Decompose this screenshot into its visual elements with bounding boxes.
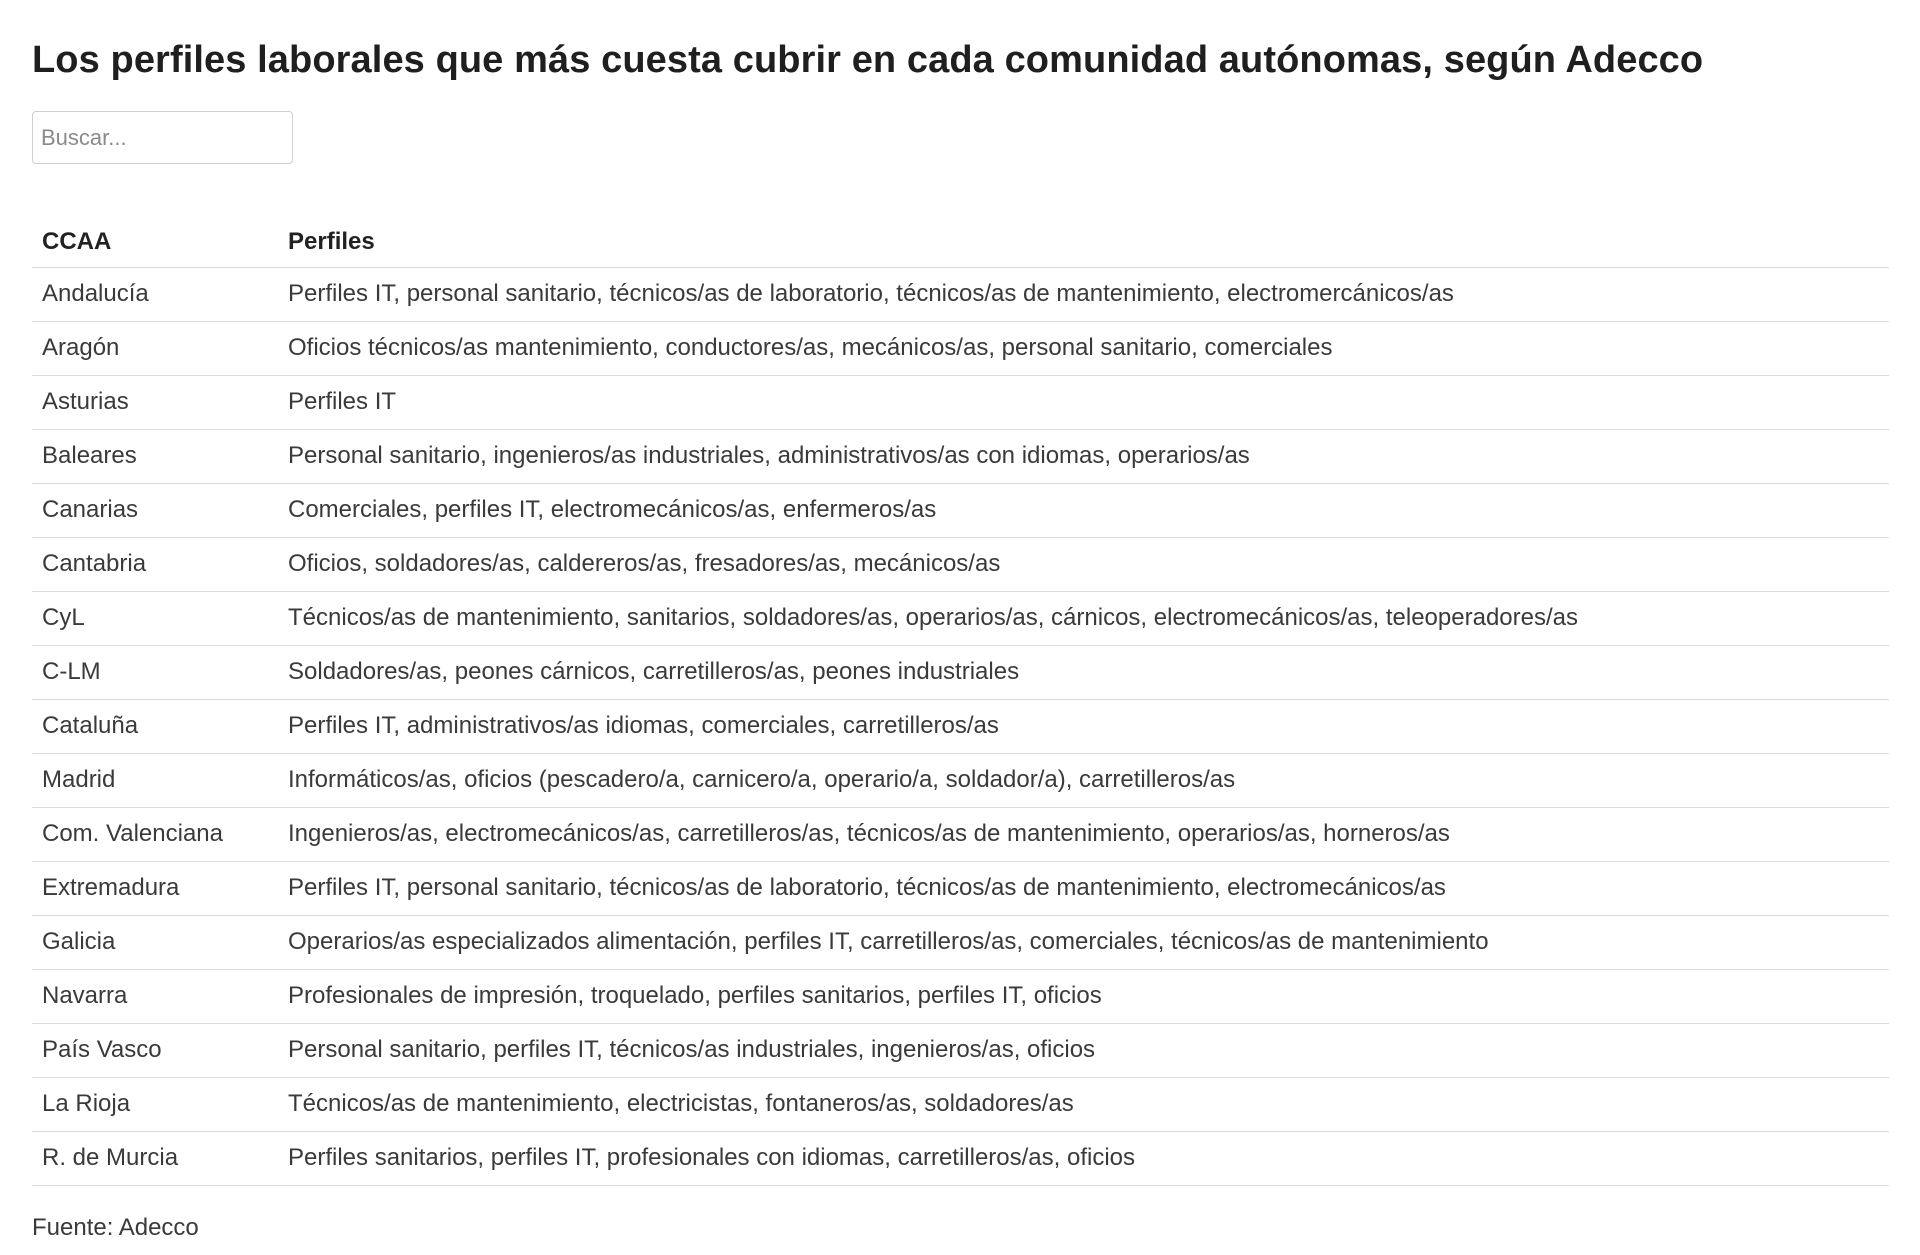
table-row [32,537,1889,591]
cell-perfiles: Perfiles IT, personal sanitario, técnicos/as de laboratorio, técnicos/as de mantenimiento, electromecánicos/as [278,861,1889,915]
cell-perfiles: Informáticos/as, oficios (pescadero/a, carnicero/a, operario/a, soldador/a), carretilleros/as [278,753,1889,807]
cell-perfiles: Profesionales de impresión, troquelado, perfiles sanitarios, perfiles IT, oficios [278,969,1889,1023]
cell-perfiles: Ingenieros/as, electromecánicos/as, carretilleros/as, técnicos/as de mantenimiento, operarios/as, horneros/as [278,807,1889,861]
cell-perfiles: Oficios, soldadores/as, caldereros/as, fresadores/as, mecánicos/as [278,537,1889,591]
table-row [32,1131,1889,1185]
table-row [32,969,1889,1023]
table-row [32,645,1889,699]
column-header-ccaa[interactable]: CCAA [32,214,278,267]
table-row [32,807,1889,861]
data-table [32,214,1889,1186]
cell-ccaa: Canarias [32,483,278,537]
cell-perfiles: Perfiles IT, administrativos/as idiomas, comerciales, carretilleros/as [278,699,1889,753]
cell-ccaa: Com. Valenciana [32,807,278,861]
cell-perfiles: Personal sanitario, perfiles IT, técnicos/as industriales, ingenieros/as, oficios [278,1023,1889,1077]
table-row [32,861,1889,915]
table-row [32,1077,1889,1131]
cell-ccaa: Baleares [32,429,278,483]
cell-ccaa: Asturias [32,375,278,429]
cell-ccaa: C-LM [32,645,278,699]
table-row [32,699,1889,753]
table-row [32,1023,1889,1077]
column-header-perfiles[interactable]: Perfiles [278,214,1889,267]
cell-perfiles: Oficios técnicos/as mantenimiento, conductores/as, mecánicos/as, personal sanitario, comerciales [278,321,1889,375]
table-row [32,267,1889,321]
table-row [32,915,1889,969]
search-input[interactable] [32,111,293,164]
table-row [32,429,1889,483]
cell-ccaa: La Rioja [32,1077,278,1131]
cell-ccaa: Navarra [32,969,278,1023]
table-header-row [32,214,1889,267]
cell-ccaa: Extremadura [32,861,278,915]
cell-ccaa: Aragón [32,321,278,375]
cell-perfiles: Perfiles IT [278,375,1889,429]
cell-perfiles: Personal sanitario, ingenieros/as industriales, administrativos/as con idiomas, operarios/as [278,429,1889,483]
cell-ccaa: Madrid [32,753,278,807]
table-body [32,267,1889,1185]
cell-ccaa: R. de Murcia [32,1131,278,1185]
cell-ccaa: Cataluña [32,699,278,753]
cell-perfiles: Técnicos/as de mantenimiento, electricistas, fontaneros/as, soldadores/as [278,1077,1889,1131]
cell-ccaa: Cantabria [32,537,278,591]
table-row [32,753,1889,807]
cell-perfiles: Operarios/as especializados alimentación, perfiles IT, carretilleros/as, comerciales, técnicos/as de mantenimiento [278,915,1889,969]
cell-ccaa: País Vasco [32,1023,278,1077]
cell-ccaa: CyL [32,591,278,645]
table-row [32,483,1889,537]
cell-ccaa: Andalucía [32,267,278,321]
cell-perfiles: Perfiles IT, personal sanitario, técnicos/as de laboratorio, técnicos/as de mantenimiento, electromercánicos/as [278,267,1889,321]
cell-ccaa: Galicia [32,915,278,969]
table-row [32,375,1889,429]
cell-perfiles: Soldadores/as, peones cárnicos, carretilleros/as, peones industriales [278,645,1889,699]
source-note: Fuente: Adecco [32,1213,199,1241]
cell-perfiles: Perfiles sanitarios, perfiles IT, profesionales con idiomas, carretilleros/as, oficios [278,1131,1889,1185]
cell-perfiles: Técnicos/as de mantenimiento, sanitarios, soldadores/as, operarios/as, cárnicos, electromecánicos/as, teleoperadores/as [278,591,1889,645]
page-title: Los perfiles laborales que más cuesta cubrir en cada comunidad autónomas, según Adecco [32,39,1704,81]
table-row [32,591,1889,645]
cell-perfiles: Comerciales, perfiles IT, electromecánicos/as, enfermeros/as [278,483,1889,537]
table-row [32,321,1889,375]
